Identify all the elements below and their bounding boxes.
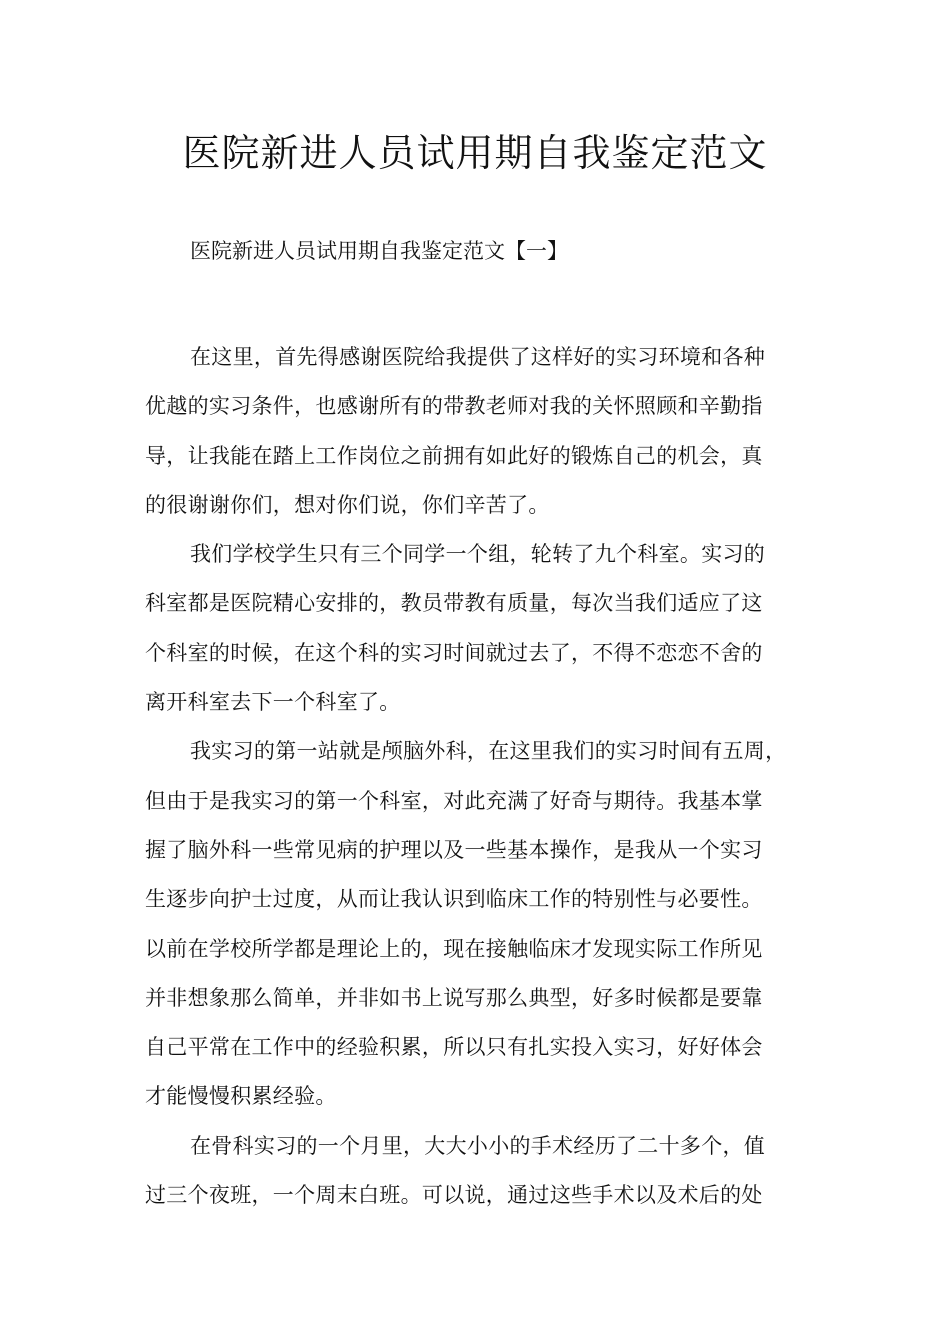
paragraph xyxy=(145,1122,809,1221)
paragraph-line: 我实习的第一站就是颅脑外科，在这里我们的实习时间有五周， xyxy=(190,739,787,764)
paragraph-line: 在骨科实习的一个月里，大大小小的手术经历了二十多个，值 xyxy=(190,1133,766,1158)
paragraph-line: 但由于是我实习的第一个科室，对此充满了好奇与期待。我基本掌 xyxy=(145,788,763,813)
paragraph-line: 以前在学校所学都是理论上的，现在接触临床才发现实际工作所见 xyxy=(145,936,763,961)
paragraph-line: 的很谢谢你们，想对你们说，你们辛苦了。 xyxy=(145,492,550,517)
paragraph-line: 生逐步向护士过度，从而让我认识到临床工作的特别性与必要性。 xyxy=(145,887,763,912)
document-body xyxy=(145,333,809,1220)
paragraph-line: 并非想象那么简单，并非如书上说写那么典型，好多时候都是要靠 xyxy=(145,985,763,1010)
paragraph-line: 优越的实习条件，也感谢所有的带教老师对我的关怀照顾和辛勤指 xyxy=(145,394,763,419)
section-heading: 医院新进人员试用期自我鉴定范文【一】 xyxy=(190,239,568,263)
paragraph xyxy=(145,727,809,1121)
paragraph xyxy=(145,333,809,530)
paragraph-line: 过三个夜班，一个周末白班。可以说，通过这些手术以及术后的处 xyxy=(145,1183,763,1208)
paragraph-line: 个科室的时候，在这个科的实习时间就过去了，不得不恋恋不舍的 xyxy=(145,640,763,665)
paragraph-line: 我们学校学生只有三个同学一个组，轮转了九个科室。实习的 xyxy=(190,542,766,567)
paragraph xyxy=(145,530,809,727)
paragraph-line: 握了脑外科一些常见病的护理以及一些基本操作，是我从一个实习 xyxy=(145,837,763,862)
paragraph-line: 导，让我能在踏上工作岗位之前拥有如此好的锻炼自己的机会，真 xyxy=(145,443,763,468)
paragraph-line: 离开科室去下一个科室了。 xyxy=(145,690,401,715)
paragraph-line: 自己平常在工作中的经验积累，所以只有扎实投入实习，好好体会 xyxy=(145,1035,763,1060)
paragraph-line: 科室都是医院精心安排的，教员带教有质量，每次当我们适应了这 xyxy=(145,591,763,616)
document-title: 医院新进人员试用期自我鉴定范文 xyxy=(182,131,768,175)
paragraph-line: 才能慢慢积累经验。 xyxy=(145,1084,337,1109)
paragraph-line: 在这里，首先得感谢医院给我提供了这样好的实习环境和各种 xyxy=(190,345,766,369)
